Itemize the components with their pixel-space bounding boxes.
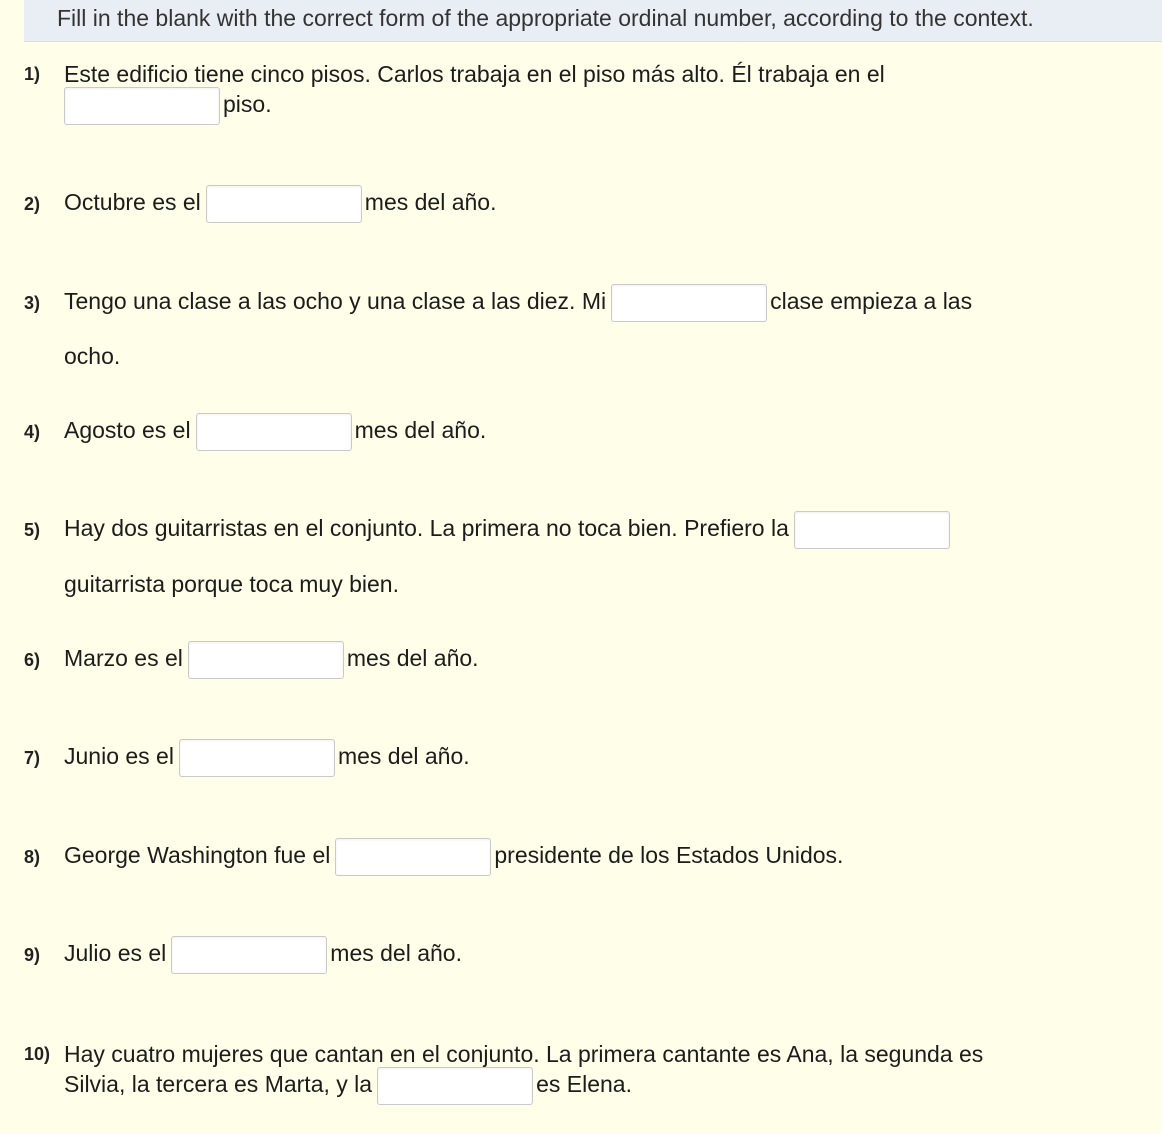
question-text-continued: ocho. xyxy=(64,343,121,369)
question-text-before: Agosto es el xyxy=(64,417,191,444)
question-text-before: Junio es el xyxy=(64,743,174,770)
question-number: 4) xyxy=(24,422,41,442)
question-number: 6) xyxy=(24,650,41,670)
answer-input-4[interactable] xyxy=(196,413,352,451)
question-text-before: George Washington fue el xyxy=(64,842,331,869)
question-text-before: Marzo es el xyxy=(64,645,183,672)
question-text-after: clase empieza a las xyxy=(770,288,973,315)
question-text-before: Julio es el xyxy=(64,940,167,967)
question-text: Hay cuatro mujeres que cantan en el conjunto. La primera cantante es Ana, la segunda es xyxy=(64,1041,984,1067)
question-number: 9) xyxy=(24,945,41,965)
answer-input-6[interactable] xyxy=(188,641,344,679)
question-text-after: mes del año. xyxy=(346,645,479,672)
question-number: 5) xyxy=(24,520,41,540)
answer-input-1[interactable] xyxy=(64,87,220,125)
answer-input-3[interactable] xyxy=(611,284,767,322)
answer-input-2[interactable] xyxy=(206,185,362,223)
answer-input-5[interactable] xyxy=(794,511,950,549)
question-text-after: mes del año. xyxy=(354,417,487,444)
question-text-after: es Elena. xyxy=(536,1071,632,1098)
question-text-before: Tengo una clase a las ocho y una clase a las diez. Mi xyxy=(64,288,607,315)
answer-input-10[interactable] xyxy=(377,1067,533,1105)
question-text-continued: guitarrista porque toca muy bien. xyxy=(64,571,399,597)
question-text-after: mes del año. xyxy=(337,743,470,770)
answer-input-9[interactable] xyxy=(171,936,327,974)
question-text-before: Octubre es el xyxy=(64,189,201,216)
question-text: Este edificio tiene cinco pisos. Carlos trabaja en el piso más alto. Él trabaja en el xyxy=(64,61,885,87)
question-number: 8) xyxy=(24,847,41,867)
question-number: 1) xyxy=(24,64,41,84)
question-text-after: mes del año. xyxy=(330,940,462,967)
question-number: 3) xyxy=(24,293,41,313)
answer-input-7[interactable] xyxy=(179,739,335,777)
question-text-after: presidente de los Estados Unidos. xyxy=(494,842,844,869)
question-text-before: Hay dos guitarristas en el conjunto. La primera no toca bien. Prefiero la xyxy=(64,515,789,542)
question-text-after: piso. xyxy=(223,91,272,118)
instructions-banner: Fill in the blank with the correct form of the appropriate ordinal number, according to the context. xyxy=(24,0,1162,42)
question-text-after: mes del año. xyxy=(364,189,497,216)
question-number: 10) xyxy=(24,1044,51,1064)
question-number: 7) xyxy=(24,748,41,768)
question-number: 2) xyxy=(24,194,41,214)
question-text-before: Silvia, la tercera es Marta, y la xyxy=(64,1071,373,1098)
answer-input-8[interactable] xyxy=(335,838,491,876)
